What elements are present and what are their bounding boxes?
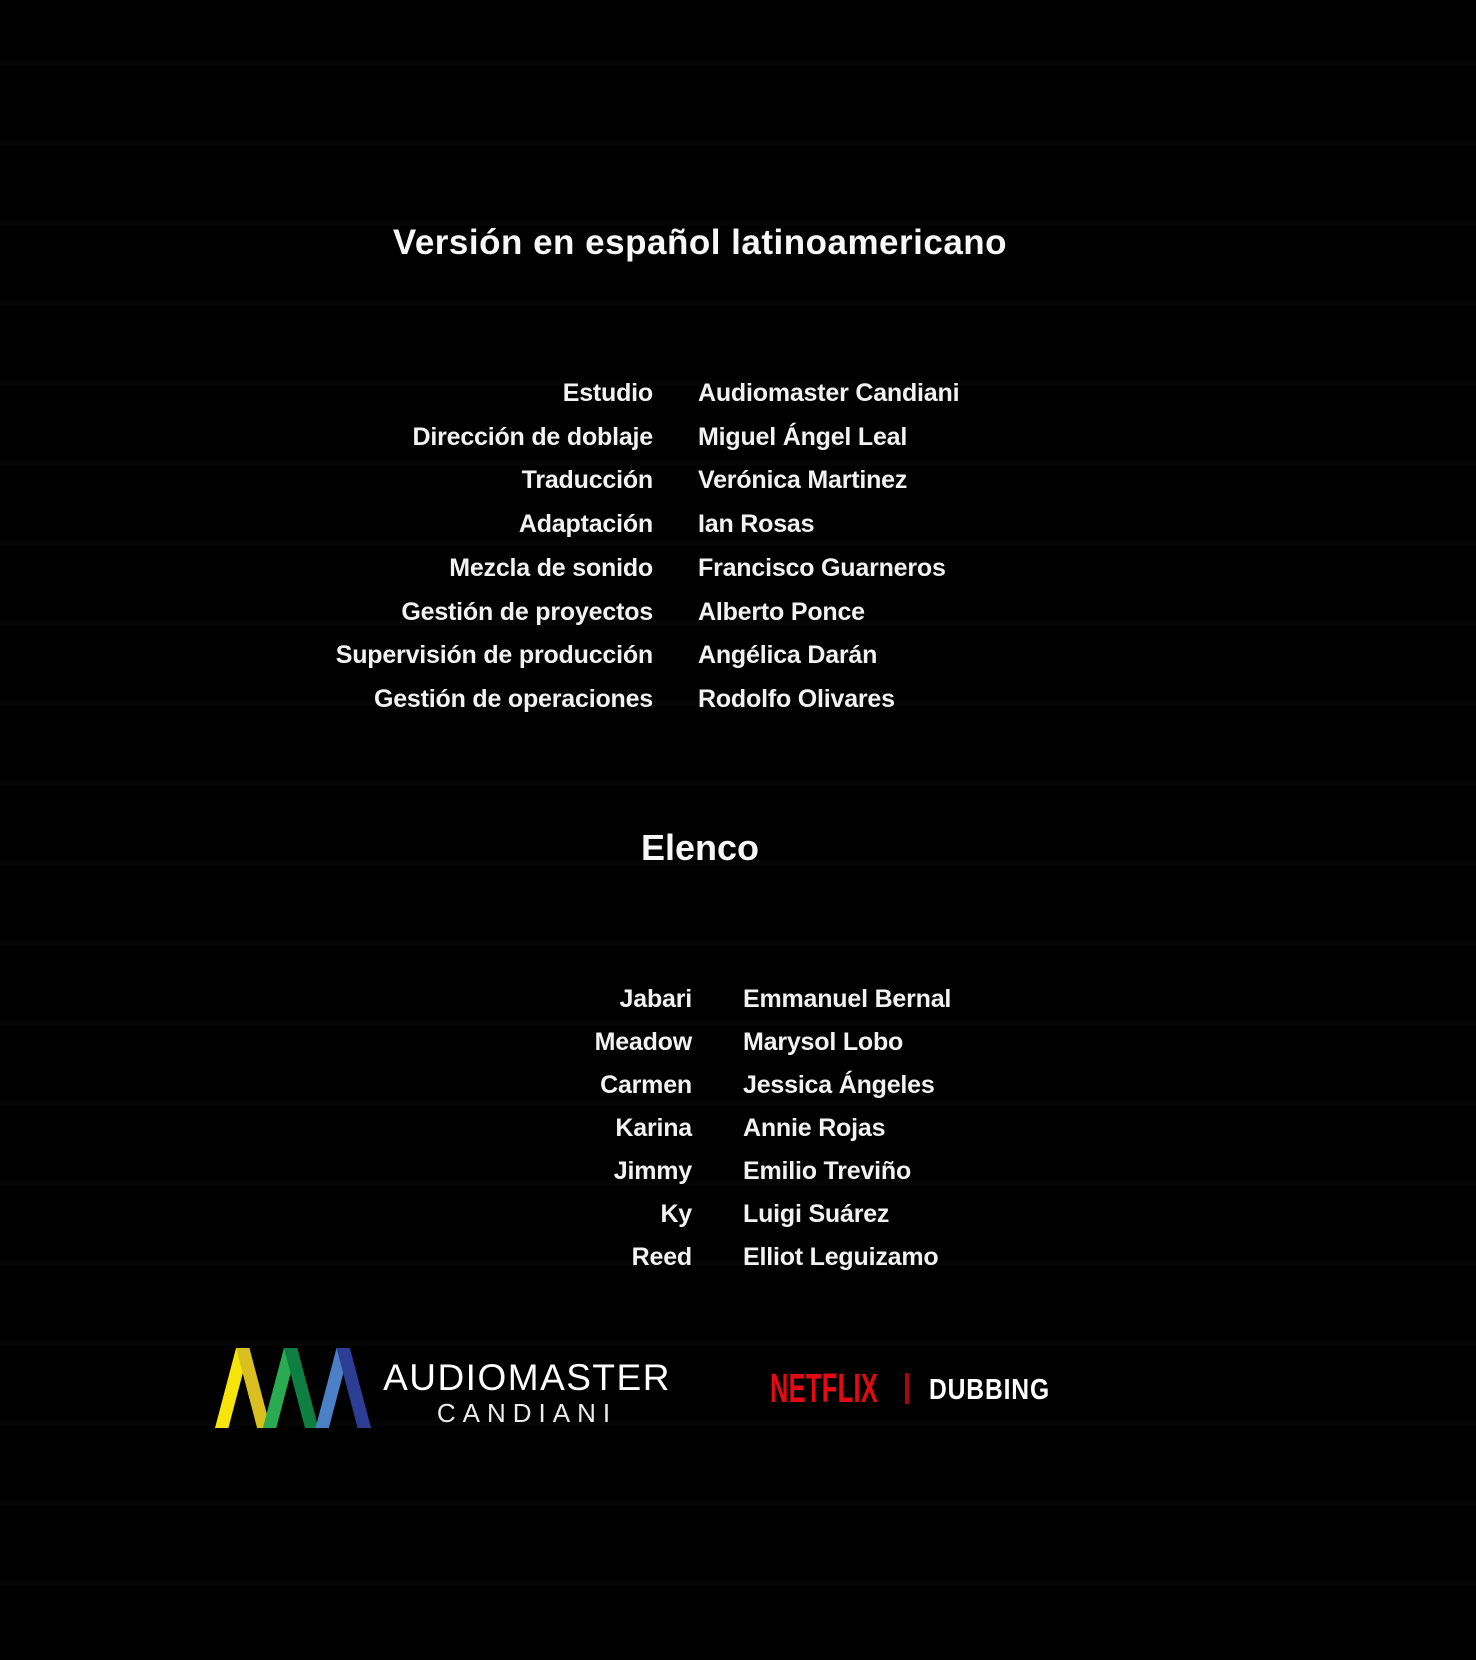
credit-row <box>0 591 1476 635</box>
column-gap <box>692 1107 743 1150</box>
character-name: Jabari <box>619 985 692 1013</box>
audiomaster-logo-text: AUDIOMASTER <box>383 1357 671 1398</box>
credit-role: Adaptación <box>518 510 653 539</box>
column-gap <box>653 591 698 635</box>
actor-name: Emilio Treviño <box>743 1157 912 1185</box>
character-name: Jimmy <box>613 1157 692 1185</box>
column-gap <box>653 459 698 503</box>
credit-role: Dirección de doblaje <box>412 422 653 451</box>
character-name: Carmen <box>600 1071 692 1099</box>
column-gap <box>653 547 698 591</box>
dubbing-credits-list <box>0 372 1476 722</box>
column-gap <box>692 978 743 1021</box>
actor-name: Annie Rojas <box>743 1114 886 1142</box>
credit-role: Gestión de operaciones <box>373 684 653 713</box>
column-gap <box>692 1193 743 1236</box>
character-name: Ky <box>660 1200 692 1228</box>
actor-name: Emmanuel Bernal <box>743 985 952 1013</box>
cast-row <box>0 978 1476 1021</box>
character-name: Reed <box>631 1243 692 1271</box>
credit-role: Traducción <box>521 466 653 495</box>
column-gap <box>653 678 698 722</box>
credit-role: Estudio <box>562 379 653 407</box>
credit-role: Supervisión de producción <box>335 641 653 670</box>
column-gap <box>692 1150 743 1193</box>
credit-name: Verónica Martinez <box>698 466 908 495</box>
cast-row <box>0 1236 1476 1279</box>
credit-name: Audiomaster Candiani <box>698 379 960 407</box>
cast-row <box>0 1193 1476 1236</box>
column-gap <box>653 634 698 678</box>
credit-name: Rodolfo Olivares <box>698 684 895 713</box>
separator-bar <box>905 1373 909 1404</box>
cast-row <box>0 1021 1476 1064</box>
credit-name: Francisco Guarneros <box>698 553 946 582</box>
column-gap <box>692 1236 743 1279</box>
credit-row <box>0 459 1476 503</box>
credit-role: Mezcla de sonido <box>449 553 653 582</box>
cast-row <box>0 1150 1476 1193</box>
column-gap <box>653 416 698 460</box>
dubbing-label: DUBBING <box>929 1374 1050 1406</box>
cast-heading: Elenco <box>640 827 760 868</box>
credit-row <box>0 547 1476 591</box>
credit-name: Angélica Darán <box>698 641 878 670</box>
netflix-wordmark: NETFLIX <box>770 1365 879 1411</box>
credit-name: Ian Rosas <box>698 510 815 539</box>
credit-name: Miguel Ángel Leal <box>698 422 908 451</box>
credit-name: Alberto Ponce <box>698 597 865 626</box>
cast-row <box>0 1107 1476 1150</box>
credit-row <box>0 503 1476 547</box>
column-gap <box>692 1021 743 1064</box>
credit-row <box>0 416 1476 460</box>
column-gap <box>653 372 698 416</box>
audiomaster-mark-icon <box>215 1348 371 1428</box>
dubbing-version-title: Versión en español latinoamericano <box>392 223 1008 262</box>
actor-name: Elliot Leguizamo <box>743 1243 939 1271</box>
credit-row <box>0 372 1476 416</box>
character-name: Karina <box>615 1114 692 1142</box>
credit-role: Gestión de proyectos <box>401 597 653 626</box>
column-gap <box>653 503 698 547</box>
cast-row <box>0 1064 1476 1107</box>
cast-list <box>0 978 1476 1279</box>
actor-name: Marysol Lobo <box>743 1028 904 1056</box>
column-gap <box>692 1064 743 1107</box>
actor-name: Luigi Suárez <box>743 1200 890 1228</box>
credit-row <box>0 678 1476 722</box>
credit-row <box>0 634 1476 678</box>
character-name: Meadow <box>594 1028 692 1056</box>
candiani-logo-text: CANDIANI <box>436 1398 618 1428</box>
actor-name: Jessica Ángeles <box>743 1071 935 1099</box>
